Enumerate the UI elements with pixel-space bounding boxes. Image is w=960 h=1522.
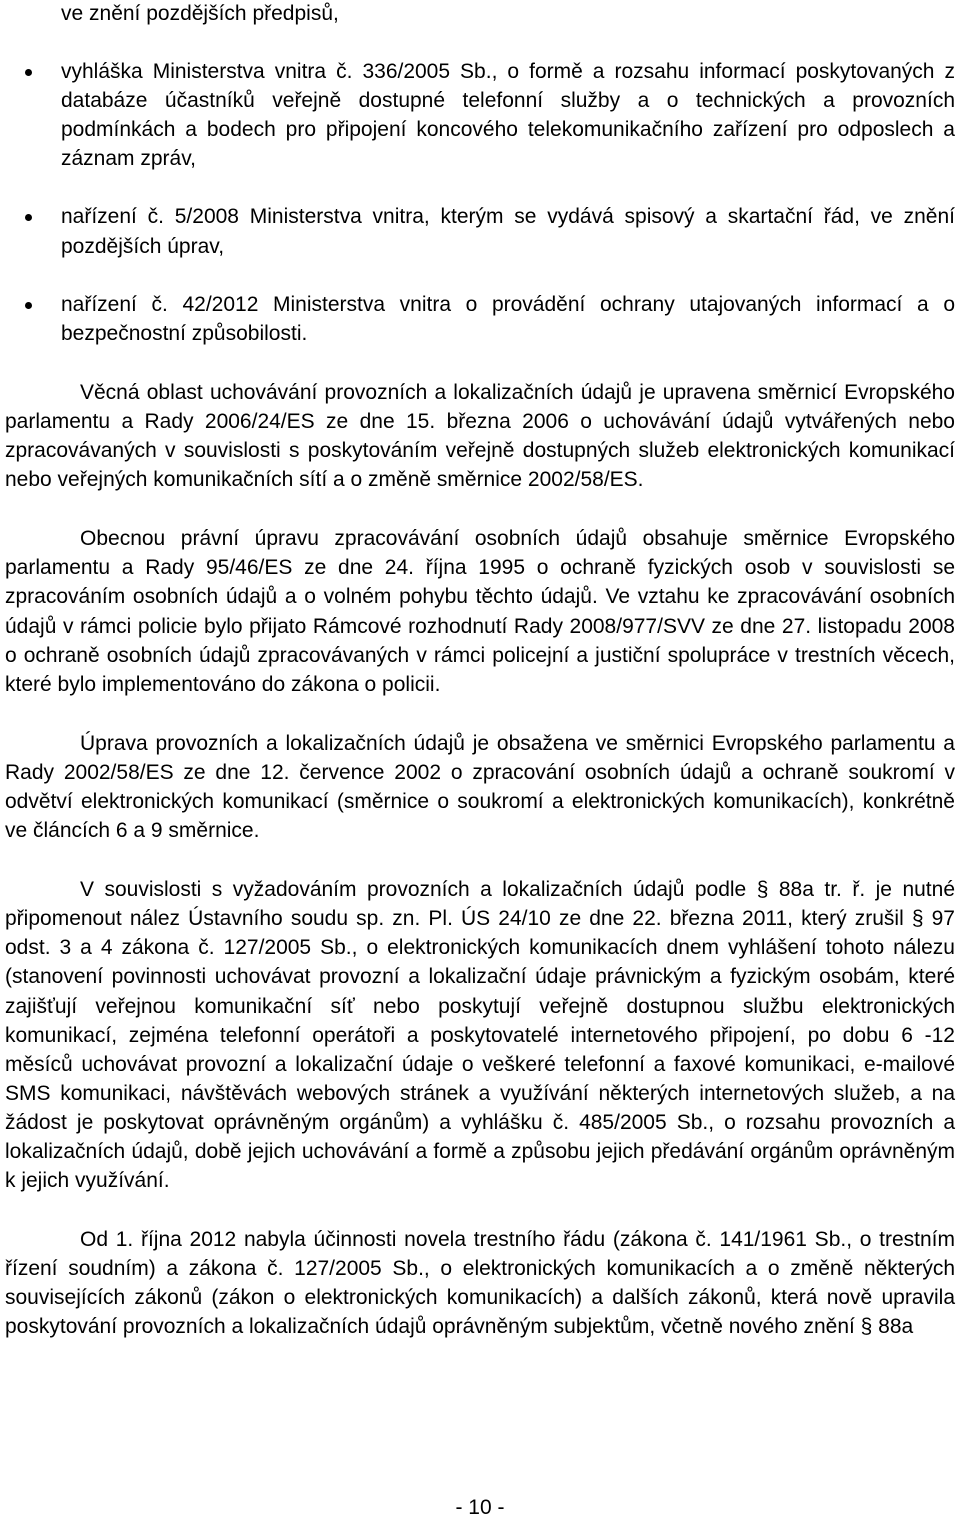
continuation-line: ve znění pozdějších předpisů, [61, 2, 339, 25]
paragraph-amendment: Od 1. října 2012 nabyla účinnosti novela trestního řádu (zákona č. 141/1961 Sb., o trestním řízení soudním) a zákona č. 127/2005 Sb., o elektronických komunikacích a o změně některých souvisejících zákonů (zákon o elektronických komunikacích) a dalších zákonů, která nově upravila poskytování provozních a lokalizačních údajů oprávněným subjektům, včetně nového znění § 88a [5, 1228, 955, 1339]
regulations-list [5, 57, 955, 348]
list-item [5, 290, 955, 348]
list-item [5, 202, 955, 260]
bullet-dot-icon [25, 69, 32, 76]
paragraph-constitutional-court: V souvislosti s vyžadováním provozních a lokalizačních údajů podle § 88a tr. ř. je nutné připomenout nález Ústavního soudu sp. zn. Pl. ÚS 24/10 ze dne 22. března 2011, který zrušil § 97 odst. 3 a 4 zákona č. 127/2005 Sb., o elektronických komunikacích dnem vyhlášení tohoto nálezu (stanovení povinnosti uchovávat provozní a lokalizační údaje právnickým a fyzickým osobám, které zajišťují veřejnou komunikační síť nebo poskytují veřejně dostupnou službu elektronických komunikací, zejména telefonní operátoři a poskytovatelé internetového připojení, po dobu 6 -12 měsíců uchovávat provozní a lokalizační údaje o veškeré telefonní a faxové komunikaci, e-mailové SMS komunikaci, návštěvách webových stránek a využívání některých internetových služeb, a na žádost je poskytovat oprávněným orgánům) a vyhlášku č. 485/2005 Sb., o rozsahu provozních a lokalizačních údajů, době jejich uchovávání a formě a způsobu jejich předávání orgánům oprávněným k jejich využívání. [5, 878, 955, 1193]
list-item-text: nařízení č. 5/2008 Ministerstva vnitra, kterým se vydává spisový a skartační řád, ve znění pozdějších úprav, [61, 205, 955, 258]
bullet-dot-icon [25, 302, 32, 309]
page-number: - 10 - [455, 1496, 505, 1519]
paragraph-privacy-directive: Úprava provozních a lokalizačních údajů je obsažena ve směrnici Evropského parlamentu a Rady 2002/58/ES ze dne 12. července 2002 o zpracování osobních údajů a ochraně soukromí v odvětví elektronických komunikací (směrnice o soukromí a elektronických komunikacích), konkrétně ve článcích 6 a 9 směrnice. [5, 731, 955, 843]
list-item [5, 57, 955, 173]
document-page [5, 0, 955, 1342]
paragraph-personal-data: Obecnou právní úpravu zpracovávání osobních údajů obsahuje směrnice Evropského parlamentu a Rady 95/46/ES ze dne 24. října 1995 o ochraně fyzických osob v souvislosti se zpracováním osobních údajů a o volném pohybu těchto údajů. Ve vztahu ke zpracovávání osobních údajů v rámci policie bylo přijato Rámcové rozhodnutí Rady 2008/977/SVV ze dne 27. listopadu 2008 o ochraně osobních údajů zpracovávaných v rámci policejní a justiční spolupráce v trestních věcech, které bylo implementováno do zákona o policii. [5, 527, 955, 696]
paragraph-retention-directive: Věcná oblast uchovávání provozních a lokalizačních údajů je upravena směrnicí Evropského parlamentu a Rady 2006/24/ES ze dne 15. března 2006 o uchovávání údajů vytvářených nebo zpracovávaných v souvislosti s poskytováním veřejně dostupných služeb elektronických komunikací nebo veřejných komunikačních sítí a o změně směrnice 2002/58/ES. [5, 380, 955, 492]
list-item-text: vyhláška Ministerstva vnitra č. 336/2005 Sb., o formě a rozsahu informací poskytovaných z databáze účastníků veřejně dostupné telefonní služby a o technických a provozních podmínkách a bodech pro připojení koncového telekomunikačního zařízení pro odposlech a záznam zpráv, [61, 60, 955, 171]
bullet-dot-icon [25, 214, 32, 221]
list-item-text: nařízení č. 42/2012 Ministerstva vnitra o provádění ochrany utajovaných informací a o bezpečnostní způsobilosti. [61, 292, 955, 345]
